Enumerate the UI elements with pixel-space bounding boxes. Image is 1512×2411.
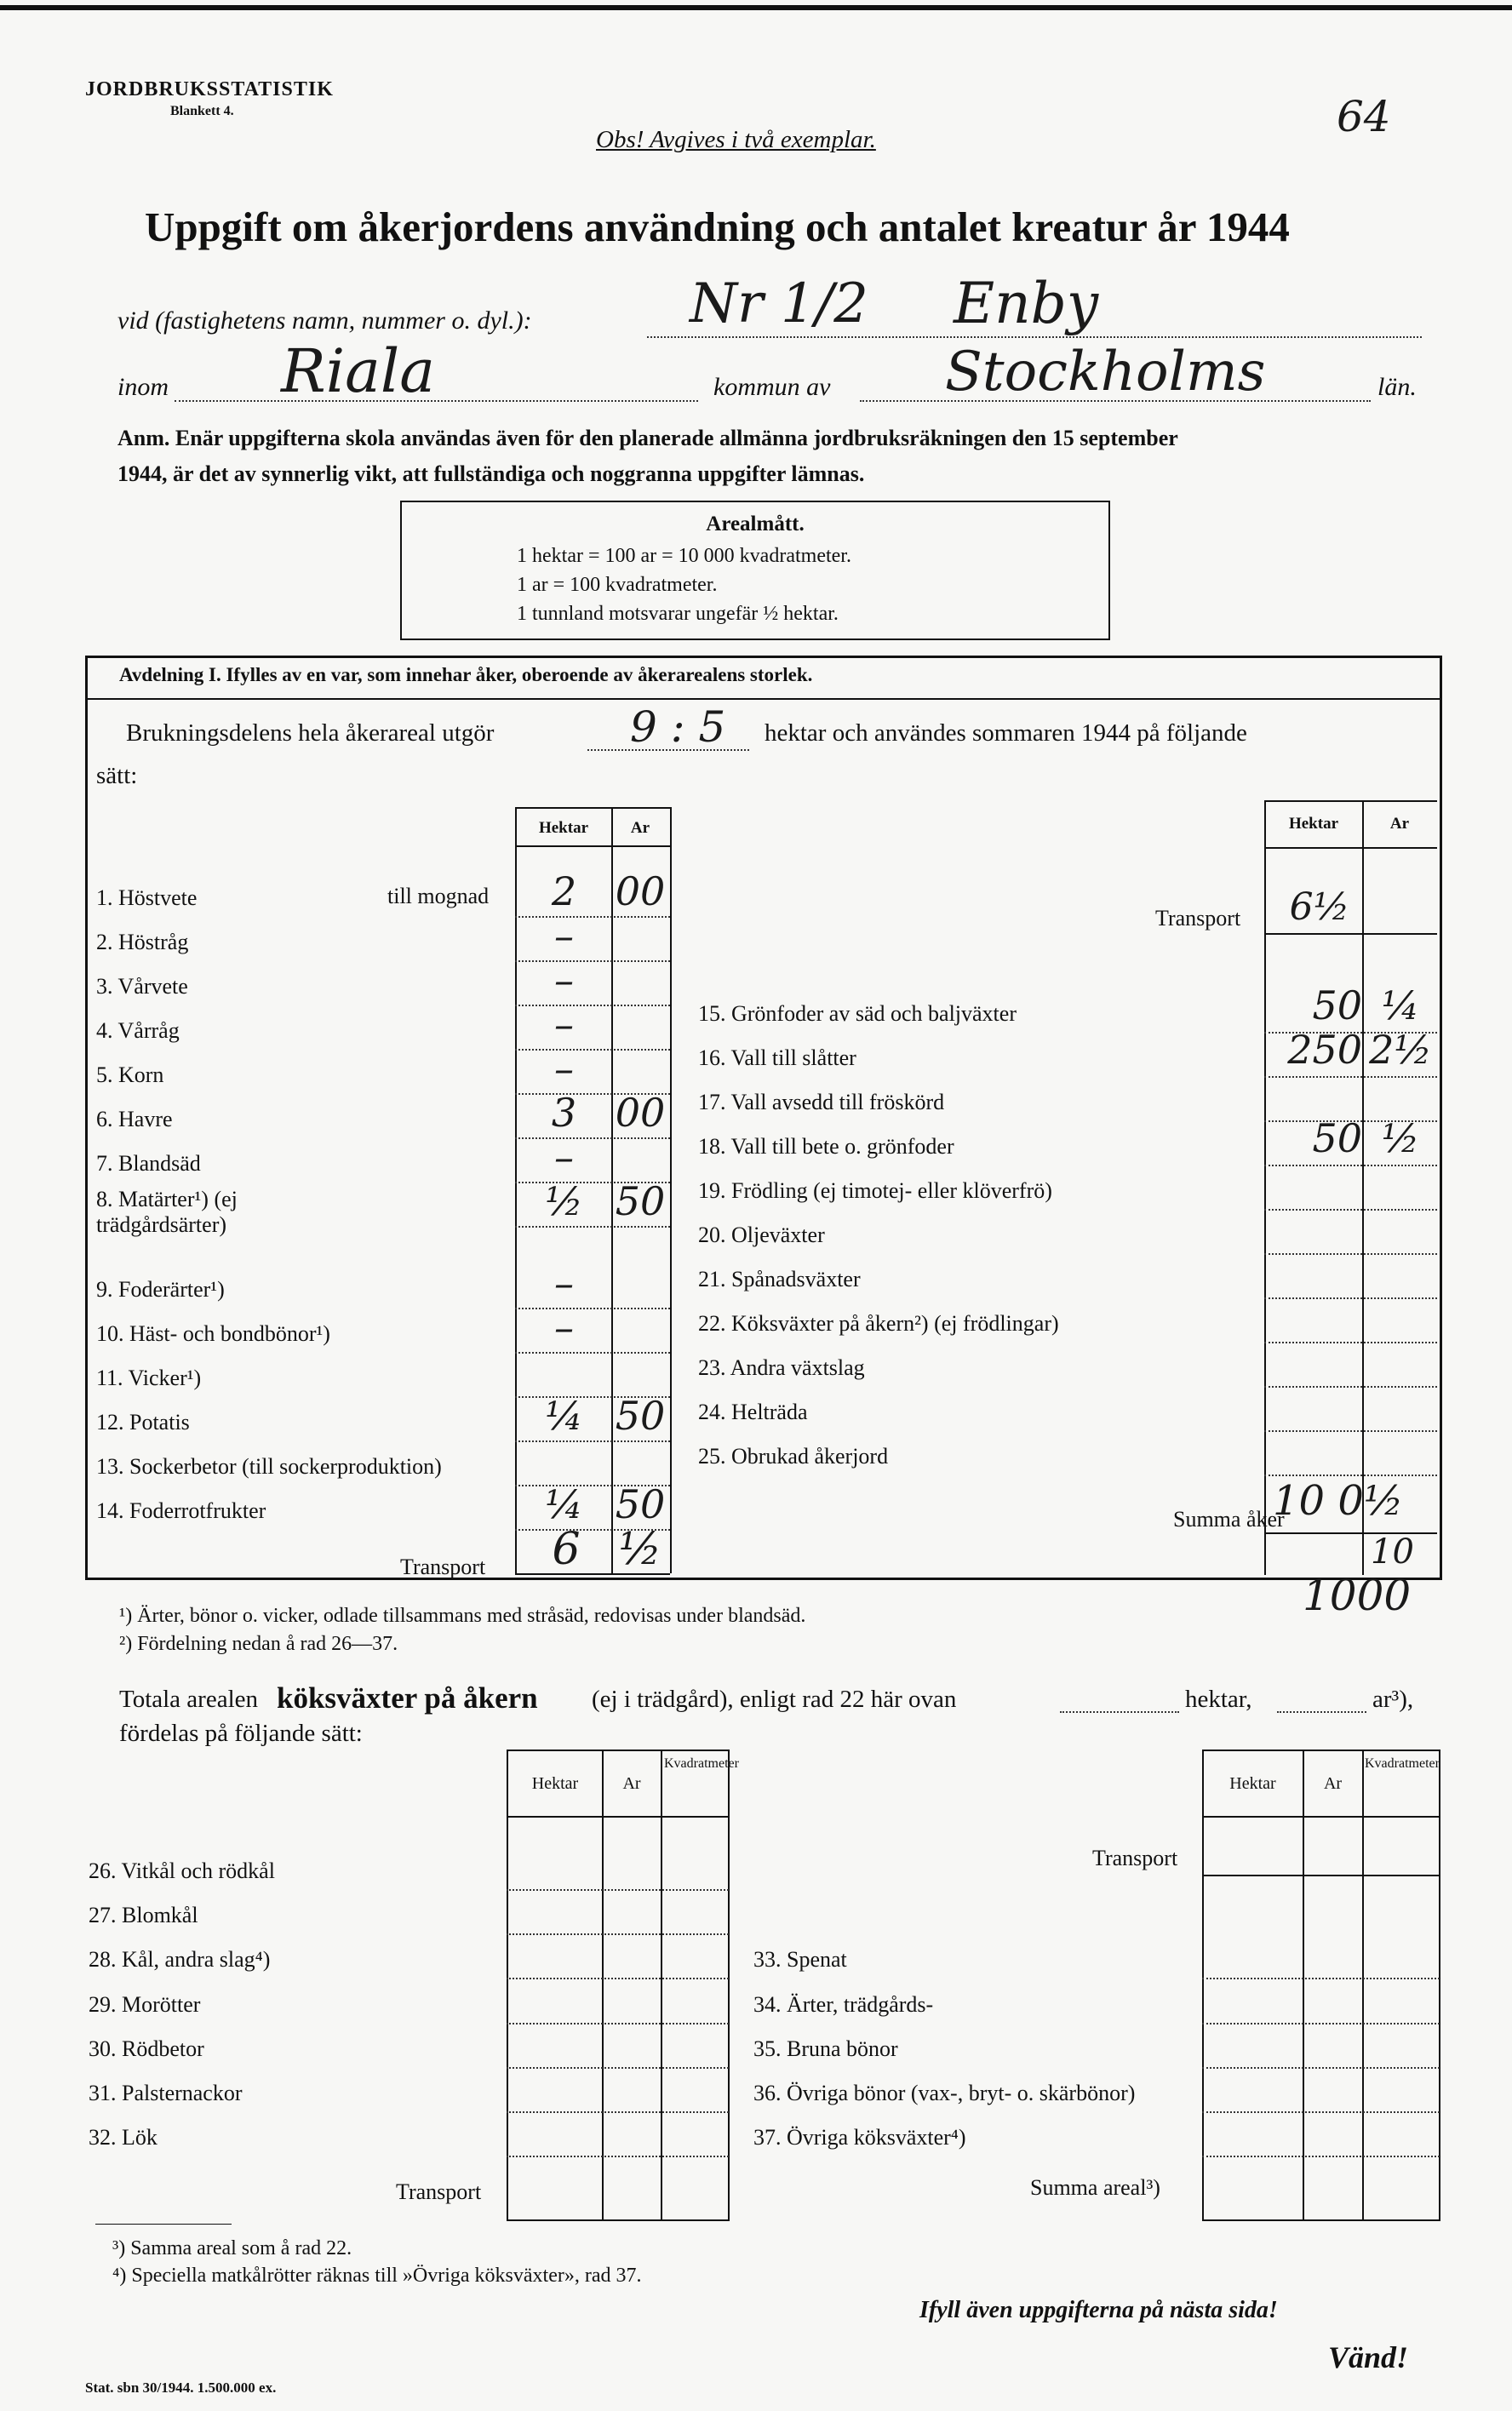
right-row-label: 20. Oljeväxter (698, 1223, 825, 1247)
scan-edge (0, 5, 1512, 10)
left-table-header-rule (515, 845, 670, 847)
right-row-rule (1264, 1253, 1437, 1255)
left-row-hektar[interactable]: 2 (551, 868, 577, 914)
kok-left-row-rule (507, 2023, 729, 2024)
right-row-label: 25. Obrukad åkerjord (698, 1444, 889, 1469)
vid-dotline (647, 336, 1422, 338)
footnote-2-rule (95, 2224, 232, 2225)
kok-left-row-label: 32. Lök (89, 2125, 158, 2150)
kok-left-row-rule (507, 2156, 729, 2157)
arealmatt-box (400, 501, 1110, 640)
right-table-top (1264, 800, 1437, 802)
right-row-rule (1264, 1475, 1437, 1476)
arealmatt-line-2: 1 ar = 100 kvadratmeter. (517, 574, 718, 596)
left-transport-label: Transport (400, 1555, 486, 1579)
right-row-hektar[interactable]: 50 (1312, 982, 1362, 1028)
anm-line-2: 1944, är det av synnerlig vikt, att fullständiga och noggranna uppgifter lämnas. (117, 461, 865, 486)
kok-right-row-rule (1202, 1978, 1440, 1979)
kok-left-div-1 (602, 1750, 604, 2221)
kok-intro-a: Totala arealen (119, 1686, 258, 1713)
left-col-ar: Ar (630, 819, 650, 837)
kok-right-transport: Transport (1092, 1846, 1178, 1870)
left-row-hektar[interactable]: – (554, 913, 574, 959)
left-table-top (515, 807, 670, 809)
kommun-value[interactable]: Riala (281, 336, 435, 406)
right-row-label: 16. Vall till slåtter (698, 1045, 856, 1070)
left-row-hektar[interactable]: ½ (545, 1178, 583, 1224)
left-row-label: 9. Foderärter¹) (96, 1277, 225, 1302)
kok-right-col-kvad: Kvadratmeter (1365, 1756, 1440, 1771)
areal-intro-c: sätt: (96, 762, 138, 789)
left-row-label: 1. Höstvete (96, 885, 198, 910)
left-row-hektar[interactable]: – (554, 1045, 574, 1091)
kok-right-transport-rule (1202, 1875, 1440, 1876)
right-row-label: 21. Spånadsväxter (698, 1267, 861, 1291)
kok-right-table (1202, 1750, 1440, 2221)
lan-label: län. (1377, 373, 1417, 401)
footnote-1: ¹) Ärter, bönor o. vicker, odlade tillsammans med stråsäd, redovisas under blandsäd. (119, 1605, 806, 1627)
left-row-label: 10. Häst- och bondbönor¹) (96, 1321, 330, 1346)
right-row-label: 22. Köksväxter på åkern²) (ej frödlingar) (698, 1311, 1059, 1336)
kok-left-row-label: 26. Vitkål och rödkål (89, 1858, 275, 1883)
footnote-2: ²) Fördelning nedan å rad 26—37. (119, 1633, 398, 1655)
kok-right-col-ar: Ar (1323, 1774, 1343, 1793)
print-info: Stat. sbn 30/1944. 1.500.000 ex. (85, 2380, 277, 2396)
left-row-label: 4. Vårråg (96, 1018, 180, 1043)
left-row-rule (515, 1352, 670, 1354)
vid-label: vid (fastighetens namn, nummer o. dyl.): (117, 306, 532, 335)
kok-left-row-label: 30. Rödbetor (89, 2036, 204, 2061)
kok-left-row-rule (507, 1978, 729, 1979)
left-row-ar[interactable]: 00 (615, 1090, 666, 1136)
kok-right-col-hektar: Hektar (1229, 1774, 1276, 1793)
till-mognad-label: till mognad (387, 884, 490, 908)
org-name: JORDBRUKSSTATISTIK (85, 78, 334, 100)
left-row-hektar[interactable]: ¼ (545, 1481, 583, 1527)
right-row-ar[interactable]: ¼ (1381, 982, 1420, 1028)
right-row-rule (1264, 1297, 1437, 1299)
kok-right-row-label: 37. Övriga köksväxter⁴) (753, 2125, 966, 2150)
right-row-label: 19. Frödling (ej timotej- eller klöverfrö) (698, 1178, 1052, 1203)
summa-aker-label: Summa åker (1173, 1507, 1285, 1532)
inom-dotline (175, 400, 698, 402)
kok-left-row-rule (507, 2067, 729, 2069)
kok-intro-c: (ej i trädgård), enligt rad 22 här ovan (592, 1686, 957, 1713)
right-col-ar: Ar (1389, 815, 1410, 833)
right-row-rule (1264, 1342, 1437, 1343)
left-row-label: 7. Blandsäd (96, 1151, 201, 1176)
left-row-rule (515, 1440, 670, 1442)
kok-left-col-ar: Ar (622, 1774, 641, 1793)
right-col-hektar: Hektar (1288, 815, 1339, 833)
areal-intro-b: hektar och användes sommaren 1944 på följande (765, 719, 1247, 747)
lan-value[interactable]: Stockholms (945, 341, 1266, 404)
right-transport-hektar[interactable]: 6½ (1289, 885, 1350, 929)
right-row-ar[interactable]: ½ (1381, 1115, 1420, 1161)
kok-right-row-label: 36. Övriga bönor (vax-, bryt- o. skärbönor) (753, 2081, 1136, 2105)
avd1-heading: Avdelning I. Ifylles av en var, som innehar åker, oberoende av åkerarealens storlek. (119, 664, 813, 685)
kok-summa-areal: Summa areal³) (1030, 2175, 1160, 2200)
right-table-header-rule (1264, 847, 1437, 849)
blankett-label: Blankett 4. (170, 104, 234, 118)
anm-line-1: Anm. Enär uppgifterna skola användas även för den planerade allmänna jordbruksräkningen den 15 september (117, 426, 1178, 450)
arealmatt-line-3: 1 tunnland motsvarar ungefär ½ hektar. (517, 603, 839, 625)
summa-aker-value[interactable]: 10 0½ (1273, 1477, 1404, 1525)
kok-left-row-label: 27. Blomkål (89, 1903, 198, 1927)
kok-ar-dotline (1277, 1711, 1366, 1713)
right-transport-label: Transport (1155, 906, 1241, 931)
arealmatt-line-1: 1 hektar = 100 ar = 10 000 kvadratmeter. (517, 545, 851, 567)
kok-right-row-label: 35. Bruna bönor (753, 2036, 898, 2061)
kok-left-row-label: 31. Palsternackor (89, 2081, 243, 2105)
form-title: Uppgift om åkerjordens användning och antalet kreatur år 1944 (145, 203, 1290, 250)
areal-value[interactable]: 9 : 5 (630, 702, 726, 752)
left-transport-ar[interactable]: ½ (618, 1524, 662, 1575)
right-row-label: 18. Vall till bete o. grönfoder (698, 1134, 954, 1159)
vand-note: Vänd! (1328, 2340, 1409, 2374)
kok-right-row-rule (1202, 2156, 1440, 2157)
right-row-ar[interactable]: 2½ (1369, 1027, 1432, 1073)
left-row-ar[interactable]: 50 (615, 1178, 666, 1224)
areal-intro-a: Brukningsdelens hela åkerareal utgör (126, 719, 495, 747)
summa-aker-extra2[interactable]: 1000 (1303, 1571, 1412, 1620)
footnote-4: ⁴) Speciella matkålrötter räknas till »Övriga köksväxter», rad 37. (112, 2265, 642, 2287)
left-row-label: 6. Havre (96, 1107, 173, 1131)
left-row-ar[interactable]: 50 (615, 1481, 666, 1527)
left-row-hektar[interactable]: – (554, 957, 574, 1003)
kok-left-row-label: 28. Kål, andra slag⁴) (89, 1947, 271, 1972)
kok-hektar-dotline (1060, 1711, 1179, 1713)
left-row-label: 2. Höstråg (96, 930, 189, 954)
left-row-hektar[interactable]: ¼ (545, 1393, 583, 1439)
right-row-label: 15. Grönfoder av säd och baljväxter (698, 1001, 1017, 1026)
left-row-ar[interactable]: 00 (615, 868, 666, 914)
left-row-hektar[interactable]: 3 (551, 1090, 577, 1136)
right-col-divider (1362, 800, 1364, 1575)
left-transport-hektar[interactable]: 6 (552, 1524, 581, 1575)
kok-left-row-rule (507, 1933, 729, 1935)
right-transport-rule (1264, 933, 1437, 935)
right-row-rule (1264, 1165, 1437, 1166)
kok-left-row-label: 29. Morötter (89, 1992, 201, 2017)
right-row-rule (1264, 1430, 1437, 1432)
vid-name[interactable]: Enby (954, 271, 1099, 336)
kok-left-header-rule (507, 1816, 729, 1818)
left-row-label: 12. Potatis (96, 1410, 190, 1435)
left-row-hektar[interactable]: – (554, 1001, 574, 1047)
kok-right-row-rule (1202, 2023, 1440, 2024)
kok-left-row-rule (507, 1889, 729, 1891)
left-row-label: 14. Foderrotfrukter (96, 1498, 266, 1523)
right-row-rule (1264, 1076, 1437, 1078)
left-row-hektar[interactable]: – (554, 1134, 574, 1180)
right-row-label: 24. Helträda (698, 1400, 808, 1424)
kok-right-row-label: 34. Ärter, trädgårds- (753, 1992, 934, 2017)
kok-intro-e: ar³), (1372, 1686, 1414, 1713)
right-row-label: 23. Andra växtslag (698, 1355, 865, 1380)
arealmatt-title: Arealmått. (706, 513, 805, 535)
left-row-rule (515, 1226, 670, 1228)
kok-left-div-2 (661, 1750, 662, 2221)
vid-number[interactable]: Nr 1/2 (690, 272, 868, 335)
kok-right-row-rule (1202, 2067, 1440, 2069)
kok-right-header-rule (1202, 1816, 1440, 1818)
kok-intro-b: köksväxter på åkern (277, 1681, 538, 1715)
kok-right-row-rule (1202, 2111, 1440, 2113)
kommun-label: kommun av (713, 373, 831, 401)
footnote-3: ³) Samma areal som å rad 22. (112, 2237, 352, 2259)
kok-right-div-2 (1362, 1750, 1364, 2221)
right-row-rule (1264, 1209, 1437, 1211)
kok-intro-d: hektar, (1185, 1686, 1252, 1713)
summa-aker-extra[interactable]: 10 (1371, 1532, 1414, 1572)
left-row-label: 3. Vårvete (96, 974, 188, 999)
kok-left-col-kvad: Kvadratmeter (664, 1756, 739, 1771)
kok-right-div-1 (1303, 1750, 1304, 2221)
kok-left-table (507, 1750, 739, 2221)
inom-label: inom (117, 373, 169, 401)
kok-left-transport: Transport (396, 2179, 482, 2204)
left-row-hektar[interactable]: – (554, 1260, 574, 1306)
left-row-label: 8. Matärter¹) (ej trädgårdsärter) (96, 1187, 238, 1237)
left-row-label: 13. Sockerbetor (till sockerproduktion) (96, 1454, 442, 1479)
page-number: 64 (1337, 92, 1391, 141)
left-row-label: 5. Korn (96, 1062, 164, 1087)
obs-note: Obs! Avgives i två exemplar. (596, 126, 876, 153)
left-col-divider (611, 807, 613, 1573)
right-row-label: 17. Vall avsedd till fröskörd (698, 1090, 945, 1114)
left-row-ar[interactable]: 50 (615, 1393, 666, 1439)
right-row-rule (1264, 1386, 1437, 1388)
left-col-hektar: Hektar (538, 819, 589, 837)
kok-right-row-label: 33. Spenat (753, 1947, 847, 1972)
kok-intro-f: fördelas på följande sätt: (119, 1720, 363, 1747)
right-row-hektar[interactable]: 250 (1287, 1027, 1362, 1073)
right-row-hektar[interactable]: 50 (1312, 1115, 1362, 1161)
avd1-heading-rule (85, 698, 1440, 700)
kok-left-row-rule (507, 2111, 729, 2113)
left-row-label: 11. Vicker¹) (96, 1366, 202, 1390)
kok-left-col-hektar: Hektar (531, 1774, 579, 1793)
left-row-hektar[interactable]: – (554, 1304, 574, 1350)
fyll-note: Ifyll även uppgifterna på nästa sida! (919, 2297, 1278, 2323)
